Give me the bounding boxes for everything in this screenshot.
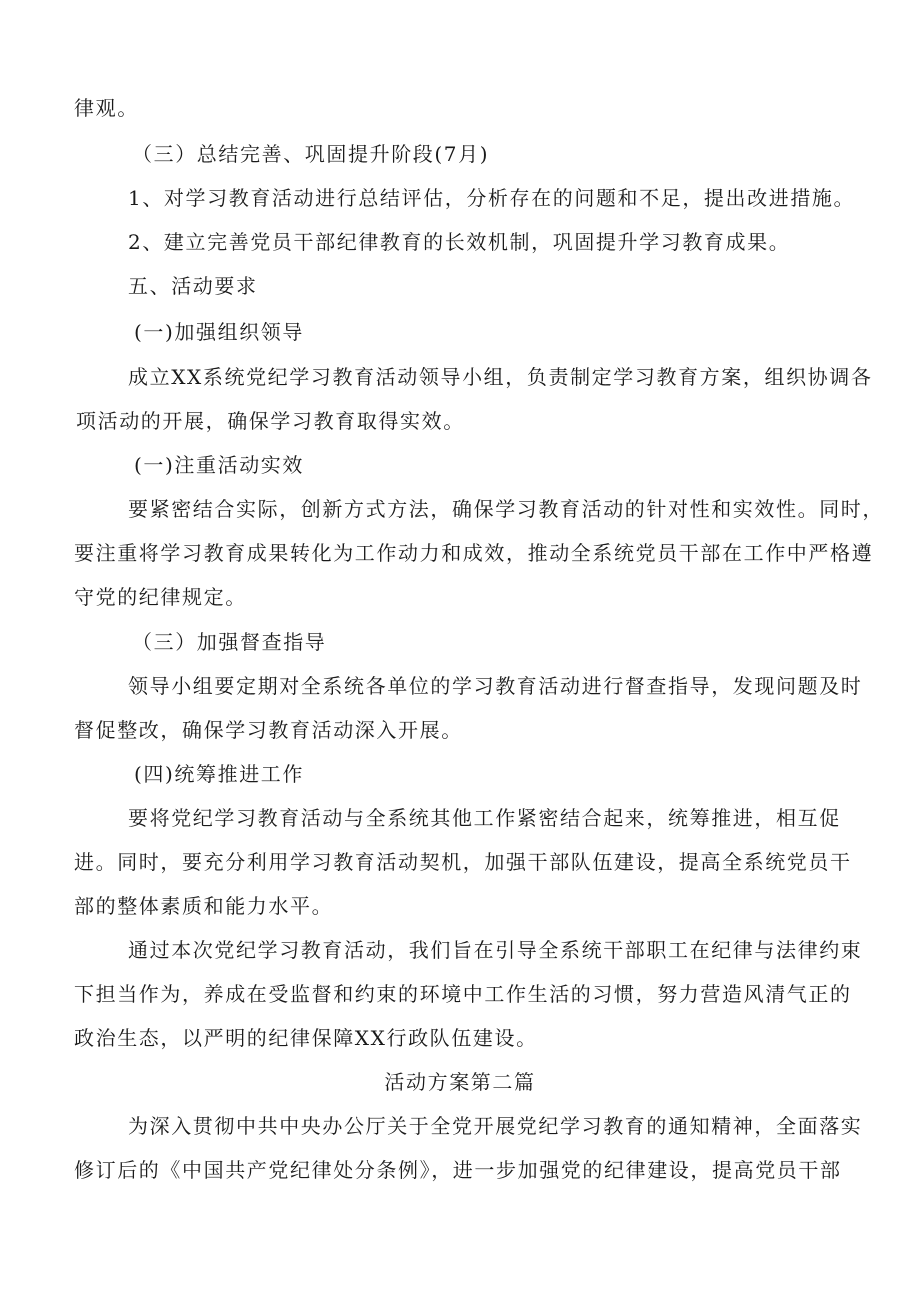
list-item-2: 2、建立完善党员干部纪律教育的长效机制，巩固提升学习教育成果。 [128, 230, 791, 254]
paragraph-line: 项活动的开展，确保学习教育取得实效。 [76, 409, 465, 433]
paragraph-line: 要注重将学习教育成果转化为工作动力和成效，推动全系统党员干部在工作中严格遵 [74, 541, 874, 565]
paragraph-line: 成立XX系统党纪学习教育活动领导小组，负责制定学习教育方案，组织协调各 [128, 365, 873, 389]
paragraph-line: 领导小组要定期对全系统各单位的学习教育活动进行督查指导，发现问题及时 [128, 674, 863, 698]
paragraph-line: 为深入贯彻中共中央办公厅关于全党开展党纪学习教育的通知精神，全面落实 [128, 1114, 863, 1138]
paragraph-line: 督促整改，确保学习教育活动深入开展。 [74, 718, 463, 742]
paragraph-line: 部的整体素质和能力水平。 [74, 894, 334, 918]
article-title: 活动方案第二篇 [384, 1070, 536, 1094]
subheading-supervision: （三）加强督查指导 [132, 630, 327, 654]
paragraph-line: 政治生态，以严明的纪律保障XX行政队伍建设。 [74, 1026, 538, 1050]
section-heading-requirements: 五、活动要求 [128, 274, 258, 298]
paragraph-line: 下担当作为，养成在受监督和约束的环境中工作生活的习惯，努力营造风清气正的 [74, 982, 852, 1006]
section-heading-phase-3: （三）总结完善、巩固提升阶段(7月) [132, 142, 490, 166]
subheading-organization: (一)加强组织领导 [134, 320, 305, 344]
paragraph-line: 进。同时，要充分利用学习教育活动契机，加强干部队伍建设，提高全系统党员干 [74, 850, 852, 874]
paragraph-line: 通过本次党纪学习教育活动，我们旨在引导全系统干部职工在纪律与法律约束 [128, 938, 863, 962]
paragraph-line: 修订后的《中国共产党纪律处分条例》，进一步加强党的纪律建设，提高党员干部 [74, 1158, 842, 1182]
paragraph-line: 要将党纪学习教育活动与全系统其他工作紧密结合起来，统筹推进，相互促 [128, 806, 841, 830]
list-item-1: 1、对学习教育活动进行总结评估，分析存在的问题和不足，提出改进措施。 [128, 186, 856, 210]
paragraph-line: 守党的纪律规定。 [74, 585, 247, 609]
text-line-continuation: 律观。 [74, 96, 139, 120]
paragraph-line: 要紧密结合实际，创新方式方法，确保学习教育活动的针对性和实效性。同时， [128, 497, 884, 521]
subheading-effectiveness: (一)注重活动实效 [134, 453, 305, 477]
subheading-coordination: (四)统筹推进工作 [134, 762, 305, 786]
